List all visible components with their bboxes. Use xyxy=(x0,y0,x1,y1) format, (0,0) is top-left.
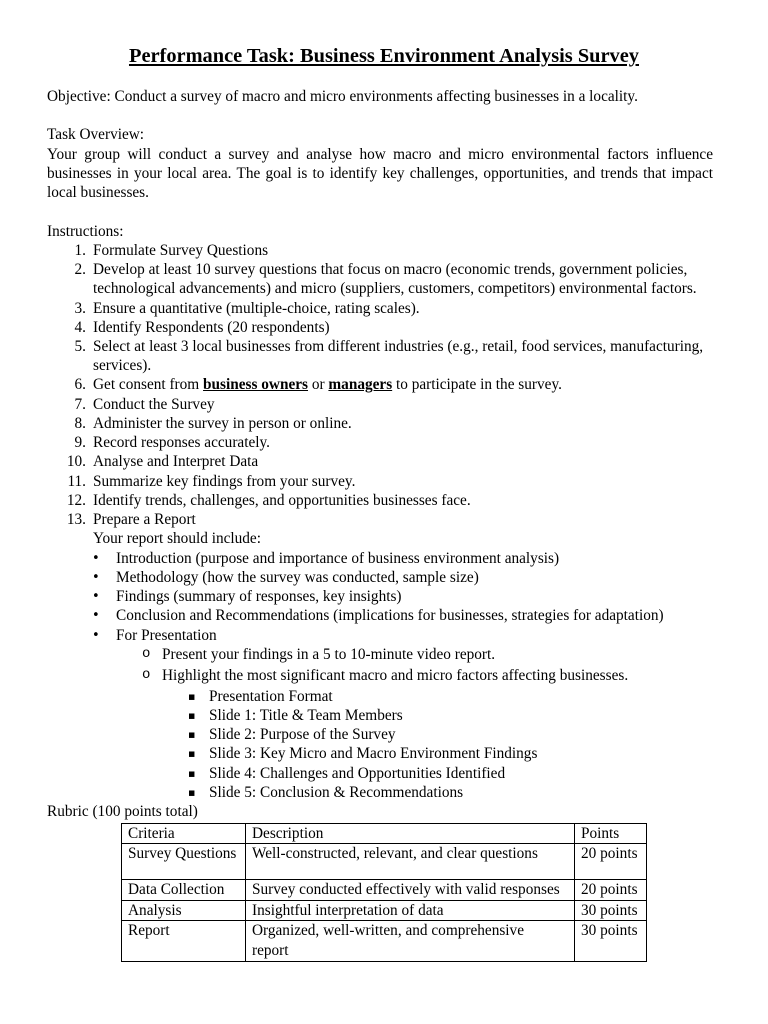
description-cell: Well-constructed, relevant, and clear questions xyxy=(246,844,575,880)
emphasis-business-owners: business owners xyxy=(203,376,309,394)
instruction-item xyxy=(47,452,720,471)
presentation-points-list xyxy=(47,645,720,685)
column-header-description: Description xyxy=(246,824,575,844)
bullet-icon: • xyxy=(92,550,100,566)
list-item xyxy=(47,606,720,625)
list-item xyxy=(47,783,720,802)
rubric-heading: Rubric (100 points total) xyxy=(47,803,198,821)
instruction-item xyxy=(47,299,720,318)
rubric-header-row xyxy=(122,824,647,844)
square-bullet-icon: ▪ xyxy=(188,728,196,742)
document-title: Performance Task: Business Environment Analysis Survey xyxy=(128,45,639,67)
instruction-item xyxy=(47,260,720,298)
list-item-text: Present your findings in a 5 to 10-minute video report. xyxy=(162,645,496,663)
presentation-format-list xyxy=(47,687,720,802)
instructions-heading: Instructions: xyxy=(47,222,124,240)
item-text: Conduct the Survey xyxy=(93,395,215,413)
item-text: Develop at least 10 survey questions that focus on macro (economic trends, government policies, technological advancements) and micro (suppliers, customers, competitors) environmental factors. xyxy=(93,261,697,298)
points-cell: 30 points xyxy=(575,921,647,962)
instruction-item xyxy=(47,337,720,375)
table-row xyxy=(122,901,647,921)
item-text: Analyse and Interpret Data xyxy=(93,453,259,471)
table-row xyxy=(122,880,647,901)
item-number: 8. xyxy=(74,414,86,432)
list-item xyxy=(47,764,720,783)
list-item-text: Presentation Format xyxy=(209,687,333,705)
square-bullet-icon: ▪ xyxy=(188,708,196,722)
points-cell: 30 points xyxy=(575,901,647,921)
criteria-cell: Report xyxy=(122,921,246,962)
report-intro: Your report should include: xyxy=(93,530,261,548)
item-number: 2. xyxy=(74,261,86,279)
description-text: Organized, well-written, and comprehensive report xyxy=(252,922,524,959)
item-text: Identify Respondents (20 respondents) xyxy=(93,318,330,336)
square-bullet-icon: ▪ xyxy=(188,689,196,703)
instructions-list xyxy=(47,241,720,530)
list-item xyxy=(47,587,720,606)
objective: Objective: Conduct a survey of macro and micro environments affecting businesses in a locality. xyxy=(47,88,638,105)
item-text: Record responses accurately. xyxy=(93,434,270,452)
circle-bullet-icon: o xyxy=(142,645,151,662)
item-text: Formulate Survey Questions xyxy=(93,241,269,259)
list-item-text: Introduction (purpose and importance of business environment analysis) xyxy=(116,549,560,567)
description-cell xyxy=(246,921,575,962)
item-text: Get consent from xyxy=(93,376,204,394)
item-number: 1. xyxy=(74,241,86,259)
list-item xyxy=(47,725,720,744)
square-bullet-icon: ▪ xyxy=(188,766,196,780)
list-item-text: Methodology (how the survey was conducted, sample size) xyxy=(116,568,479,586)
points-cell: 20 points xyxy=(575,880,647,901)
description-cell: Survey conducted effectively with valid responses xyxy=(246,880,575,901)
instruction-item xyxy=(47,510,720,529)
list-item xyxy=(47,626,720,645)
blank-line xyxy=(47,202,720,221)
emphasis-managers: managers xyxy=(328,376,393,394)
list-item-text: Slide 2: Purpose of the Survey xyxy=(209,726,396,744)
list-item-text: Slide 1: Title & Team Members xyxy=(209,706,403,724)
item-text: Identify trends, challenges, and opportunities businesses face. xyxy=(93,491,471,509)
points-cell: 20 points xyxy=(575,844,647,880)
item-text: Ensure a quantitative (multiple-choice, rating scales). xyxy=(93,299,420,317)
list-item-text: Slide 3: Key Micro and Macro Environment Findings xyxy=(209,745,538,763)
instruction-item xyxy=(47,375,720,394)
square-bullet-icon: ▪ xyxy=(188,785,196,799)
instruction-item xyxy=(47,433,720,452)
instruction-item xyxy=(47,241,720,260)
circle-bullet-icon: o xyxy=(142,666,151,683)
item-text: Summarize key findings from your survey. xyxy=(93,472,356,490)
list-item-text: Conclusion and Recommendations (implications for businesses, strategies for adaptation) xyxy=(116,607,664,625)
instruction-item xyxy=(47,472,720,491)
instruction-item xyxy=(47,318,720,337)
item-text: Administer the survey in person or online. xyxy=(93,414,352,432)
criteria-cell: Data Collection xyxy=(122,880,246,901)
task-overview-heading: Task Overview: xyxy=(47,126,145,144)
table-row xyxy=(122,921,647,962)
list-item xyxy=(47,744,720,763)
blank-line xyxy=(47,106,720,125)
item-text: Select at least 3 local businesses from different industries (e.g., retail, food services, manufacturing, services). xyxy=(93,338,704,375)
instruction-item xyxy=(47,491,720,510)
square-bullet-icon: ▪ xyxy=(188,747,196,761)
item-number: 13. xyxy=(66,511,86,529)
item-number: 6. xyxy=(74,376,86,394)
item-number: 4. xyxy=(74,318,86,336)
list-item xyxy=(47,645,720,664)
rubric-table xyxy=(121,823,647,962)
list-item-text: Slide 4: Challenges and Opportunities Identified xyxy=(209,764,506,782)
item-number: 5. xyxy=(74,338,86,356)
item-number: 3. xyxy=(74,299,86,317)
item-text: to participate in the survey. xyxy=(392,376,562,394)
list-item xyxy=(47,706,720,725)
list-item xyxy=(47,687,720,706)
item-number: 10. xyxy=(66,453,86,471)
instruction-item xyxy=(47,414,720,433)
report-sections-list xyxy=(47,549,720,645)
list-item xyxy=(47,666,720,685)
instruction-item xyxy=(47,395,720,414)
bullet-icon: • xyxy=(92,627,100,643)
item-number: 7. xyxy=(74,395,86,413)
list-item-text: Findings (summary of responses, key insights) xyxy=(116,588,402,606)
item-text: or xyxy=(308,376,329,394)
table-row xyxy=(122,844,647,880)
item-text: Prepare a Report xyxy=(93,511,196,529)
criteria-cell: Survey Questions xyxy=(122,844,246,880)
list-item-text: Slide 5: Conclusion & Recommendations xyxy=(209,783,464,801)
task-overview-text: Your group will conduct a survey and analyse how macro and micro environmental factors influence businesses in your local area. The goal is to identify key challenges, opportunities, and trends that impact local businesses. xyxy=(47,145,713,202)
item-number: 12. xyxy=(66,491,86,509)
column-header-points: Points xyxy=(575,824,647,844)
item-number: 11. xyxy=(67,472,86,490)
bullet-icon: • xyxy=(92,589,100,605)
list-item xyxy=(47,568,720,587)
description-cell: Insightful interpretation of data xyxy=(246,901,575,921)
column-header-criteria: Criteria xyxy=(122,824,246,844)
bullet-icon: • xyxy=(92,608,100,624)
bullet-icon: • xyxy=(92,569,100,585)
list-item-text: For Presentation xyxy=(116,626,217,644)
list-item-text: Highlight the most significant macro and micro factors affecting businesses. xyxy=(162,666,629,684)
list-item xyxy=(47,549,720,568)
document-body xyxy=(47,87,720,821)
criteria-cell: Analysis xyxy=(122,901,246,921)
item-number: 9. xyxy=(74,434,86,452)
